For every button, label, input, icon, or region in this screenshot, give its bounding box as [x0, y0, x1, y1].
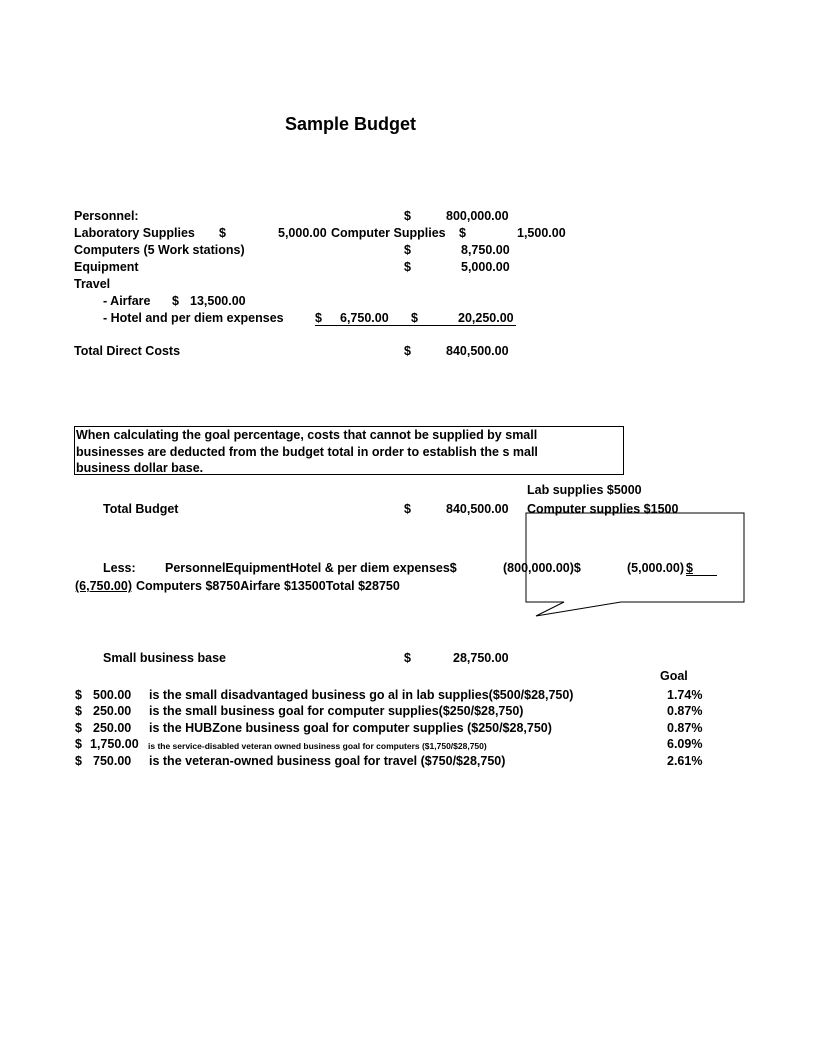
goal-amount: 500.00 — [93, 688, 132, 702]
equipment-currency: $ — [404, 260, 411, 274]
note-line-3: business dollar base. — [76, 461, 204, 475]
total-direct-label: Total Direct Costs — [74, 344, 181, 358]
callout-line-2: Computer supplies $1500 — [527, 502, 679, 516]
airfare-currency: $ — [172, 294, 179, 308]
total-budget-label: Total Budget — [103, 502, 179, 516]
goal-currency: $ — [75, 688, 82, 702]
small-business-base-amount: 28,750.00 — [453, 651, 509, 665]
travel-total-currency: $ — [411, 311, 418, 325]
computer-supplies-label: Computer Supplies — [331, 226, 446, 240]
computers-currency: $ — [404, 243, 411, 257]
total-budget-currency: $ — [404, 502, 411, 516]
computer-supplies-amount: 1,500.00 — [517, 226, 566, 240]
goal-percent: 1.74% — [667, 688, 703, 702]
equipment-label: Equipment — [74, 260, 139, 274]
travel-total-amount: 20,250.00 — [458, 311, 514, 325]
total-direct-currency: $ — [404, 344, 411, 358]
goal-percent: 6.09% — [667, 737, 703, 751]
personnel-amount: 800,000.00 — [446, 209, 509, 223]
goal-text: is the veteran-owned business goal for travel ($750/$28,750) — [149, 754, 506, 768]
goal-header: Goal — [660, 669, 688, 683]
computers-amount: 8,750.00 — [461, 243, 510, 257]
goal-currency: $ — [75, 737, 82, 751]
less-equipment-amount: (5,000.00) — [627, 561, 684, 575]
goal-amount: 1,750.00 — [90, 737, 139, 751]
note-line-1: When calculating the goal percentage, costs that cannot be supplied by small — [76, 428, 538, 442]
page-title: Sample Budget — [285, 114, 417, 134]
callout-line-1: Lab supplies $5000 — [527, 483, 642, 497]
hotel-label: - Hotel and per diem expenses — [103, 311, 284, 325]
goal-currency: $ — [75, 754, 82, 768]
less-items: PersonnelEquipmentHotel & per diem expenses$ — [165, 561, 457, 575]
goal-percent: 0.87% — [667, 721, 703, 735]
small-business-base-label: Small business base — [103, 651, 226, 665]
goal-amount: 250.00 — [93, 721, 132, 735]
less-label: Less: — [103, 561, 136, 575]
lab-supplies-currency: $ — [219, 226, 226, 240]
computers-label: Computers (5 Work stations) — [74, 243, 245, 257]
goal-text: is the small business goal for computer supplies($250/$28,750) — [149, 704, 524, 718]
less-personnel-amount: (800,000.00)$ — [503, 561, 581, 575]
less-hotel-currency: $ — [686, 561, 693, 575]
goal-currency: $ — [75, 704, 82, 718]
travel-label: Travel — [74, 277, 111, 291]
equipment-amount: 5,000.00 — [461, 260, 510, 274]
note-line-2: businesses are deducted from the budget total in order to establish the s mall — [76, 445, 538, 459]
lab-supplies-label: Laboratory Supplies — [74, 226, 195, 240]
hotel-amount: 6,750.00 — [340, 311, 389, 325]
total-budget-amount: 840,500.00 — [446, 502, 509, 516]
computer-supplies-currency: $ — [459, 226, 466, 240]
hotel-currency: $ — [315, 311, 322, 325]
less-hotel-amount: (6,750.00) — [75, 579, 132, 593]
lab-supplies-amount: 5,000.00 — [278, 226, 327, 240]
less-hotel-underline — [686, 575, 717, 576]
total-direct-amount: 840,500.00 — [446, 344, 509, 358]
personnel-label: Personnel: — [74, 209, 139, 223]
airfare-amount: 13,500.00 — [190, 294, 246, 308]
goal-text: is the small disadvantaged business go al in lab supplies($500/$28,750) — [149, 688, 574, 702]
goal-amount: 250.00 — [93, 704, 132, 718]
goal-text: is the HUBZone business goal for computer supplies ($250/$28,750) — [149, 721, 552, 735]
goal-amount: 750.00 — [93, 754, 132, 768]
goal-currency: $ — [75, 721, 82, 735]
personnel-currency: $ — [404, 209, 411, 223]
goal-percent: 0.87% — [667, 704, 703, 718]
goal-text: is the service-disabled veteran owned business goal for computers ($1,750/$28,750) — [148, 741, 487, 751]
small-business-base-currency: $ — [404, 651, 411, 665]
less-tail: Computers $8750Airfare $13500Total $28750 — [136, 579, 400, 593]
airfare-label: - Airfare — [103, 294, 151, 308]
goal-percent: 2.61% — [667, 754, 703, 768]
